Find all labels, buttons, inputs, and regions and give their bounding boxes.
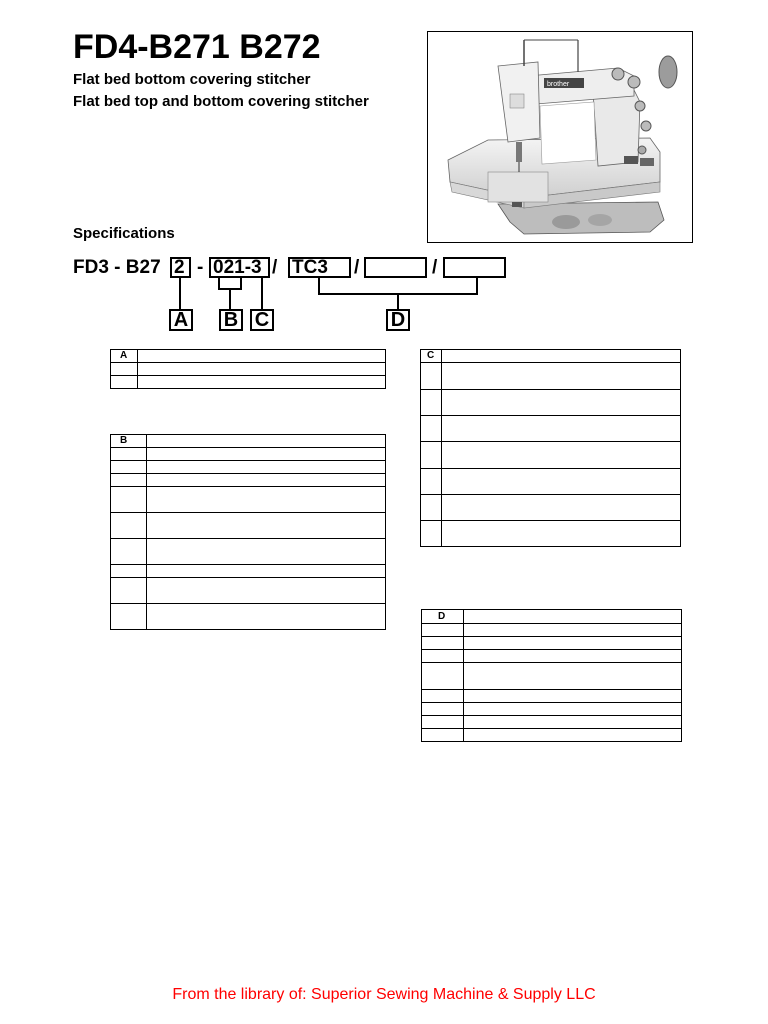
table-row (421, 521, 442, 547)
table-row (422, 637, 464, 650)
spec-table-b (110, 434, 386, 630)
table-row (111, 604, 147, 630)
model-code-slash-2: / (354, 257, 360, 278)
table-row (421, 390, 442, 416)
table-row (422, 716, 464, 729)
brand-text: brother (547, 81, 570, 88)
label-a: A (169, 309, 193, 331)
table-row (111, 448, 147, 461)
table-row (421, 469, 442, 495)
page-title: FD4-B271 B272 (73, 28, 321, 66)
table-b-header: B (111, 435, 147, 448)
spec-table-c (420, 349, 681, 547)
model-code-dash: - (197, 257, 204, 278)
label-c: C (250, 309, 274, 331)
table-row (422, 624, 464, 637)
table-c-header: C (421, 350, 442, 363)
spec-table-d (421, 609, 682, 742)
code-box-bc: 021-3 (209, 257, 270, 278)
table-row (111, 539, 147, 565)
spec-table-a (110, 349, 386, 389)
table-row (111, 578, 147, 604)
model-code-slash-3: / (432, 257, 438, 278)
table-row (422, 690, 464, 703)
table-row (111, 513, 147, 539)
label-d: D (386, 309, 410, 331)
table-a-header: A (111, 350, 138, 363)
table-row (111, 461, 147, 474)
table-row (422, 663, 464, 690)
table-row (111, 474, 147, 487)
model-code-slash-1: / (272, 257, 278, 278)
label-b: B (219, 309, 243, 331)
table-row (111, 565, 147, 578)
table-row (111, 376, 138, 389)
model-code-prefix: FD3 - B27 (73, 257, 161, 278)
code-box-a: 2 (170, 257, 191, 278)
table-row (421, 416, 442, 442)
table-row (421, 442, 442, 469)
subtitle-top-bottom-covering: Flat bed top and bottom covering stitcher (73, 93, 369, 110)
table-row (422, 729, 464, 742)
code-box-d1: TC3 (288, 257, 351, 278)
code-connector-lines (0, 0, 768, 340)
subtitle-bottom-covering: Flat bed bottom covering stitcher (73, 71, 311, 88)
table-row (111, 487, 147, 513)
library-footer: From the library of: Superior Sewing Machine & Supply LLC (172, 986, 596, 1003)
specifications-heading: Specifications (73, 225, 175, 242)
table-row (111, 363, 138, 376)
table-row (422, 703, 464, 716)
table-row (421, 495, 442, 521)
table-row (422, 650, 464, 663)
table-d-header: D (422, 610, 464, 624)
table-row (421, 363, 442, 390)
